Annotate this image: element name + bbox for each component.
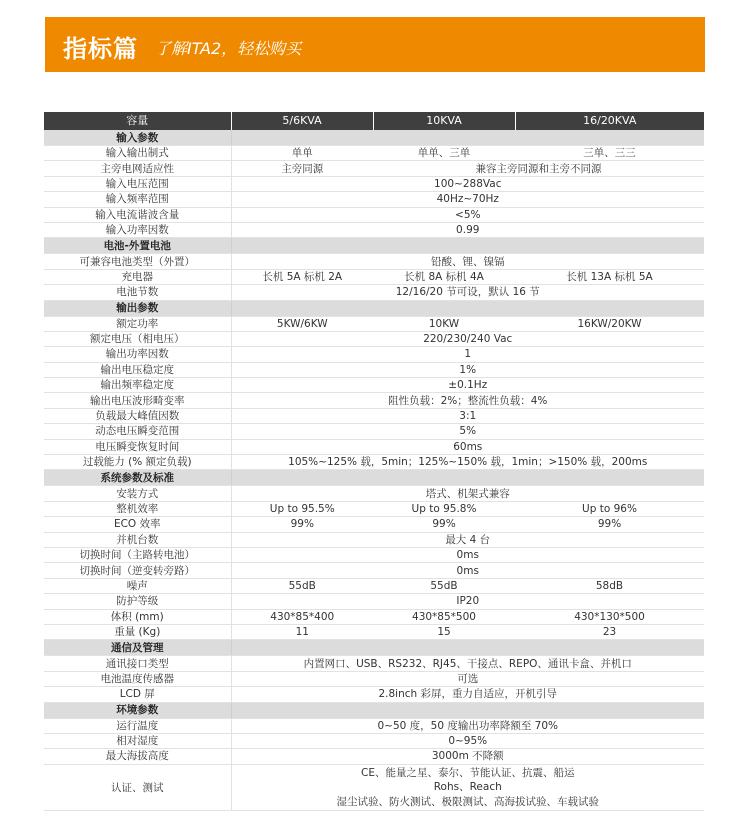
row-value: 105%~125% 载，5min；125%~150% 载，1min；>150% 载，200ms — [231, 455, 704, 470]
row-label: 输出电压波形畸变率 — [44, 393, 231, 408]
row-value: 430*85*400 — [231, 609, 373, 624]
row-value: ±0.1Hz — [231, 378, 704, 393]
row-value: 阻性负载：2%；整流性负载：4% — [231, 393, 704, 408]
table-row — [44, 594, 704, 609]
row-value: 内置网口、USB、RS232、RJ45、干接点、REPO、通讯卡盒、并机口 — [231, 656, 704, 671]
table-row — [44, 547, 704, 562]
row-label: 输入频率范围 — [44, 192, 231, 207]
table-row — [44, 269, 704, 284]
table-row — [44, 656, 704, 671]
table-row — [44, 408, 704, 423]
section-title: 系统参数及标准 — [44, 470, 231, 486]
row-label: 切换时间（逆变转旁路） — [44, 563, 231, 578]
section-header — [44, 238, 704, 254]
row-value: 0ms — [231, 563, 704, 578]
row-value: 60ms — [231, 439, 704, 454]
table-row — [44, 517, 704, 532]
row-label: 最大海拔高度 — [44, 749, 231, 764]
row-value: 单单 — [231, 146, 373, 161]
table-row — [44, 192, 704, 207]
table-row — [44, 439, 704, 454]
row-value-multiline — [231, 764, 704, 811]
row-value: 2.8inch 彩屏，重力自适应，开机引导 — [231, 687, 704, 702]
row-label: 认证、测试 — [44, 764, 231, 811]
banner-title: 指标篇 — [63, 35, 138, 63]
certification-line: CE、能量之星、泰尔、节能认证、抗震、船运 — [361, 766, 575, 779]
row-label: 通讯接口类型 — [44, 656, 231, 671]
header-10kva: 10KVA — [373, 112, 515, 130]
table-row — [44, 176, 704, 191]
row-label: 输入电流谐波含量 — [44, 207, 231, 222]
row-value: IP20 — [231, 594, 704, 609]
row-value: 兼容主旁同源和主旁不同源 — [373, 161, 704, 176]
table-row — [44, 146, 704, 161]
certification-line: 湿尘试验、防火测试、极限测试、高海拔试验、车载试验 — [336, 795, 599, 808]
section-fill — [231, 130, 704, 146]
section-fill — [231, 640, 704, 656]
row-value: 单单、三单 — [373, 146, 515, 161]
section-fill — [231, 470, 704, 486]
row-value: 10KW — [373, 316, 515, 331]
section-fill — [231, 300, 704, 316]
table-row — [44, 563, 704, 578]
table-row — [44, 362, 704, 377]
section-title: 输出参数 — [44, 300, 231, 316]
section-title: 通信及管理 — [44, 640, 231, 656]
row-value: 1 — [231, 347, 704, 362]
table-row — [44, 501, 704, 516]
row-value: 99% — [373, 517, 515, 532]
table-row — [44, 161, 704, 176]
row-value: 16KW/20KW — [515, 316, 704, 331]
row-label: 输入电压范围 — [44, 176, 231, 191]
row-value: 3000m 不降额 — [231, 749, 704, 764]
table-row — [44, 393, 704, 408]
table-row — [44, 733, 704, 748]
row-value: 三单、三三 — [515, 146, 704, 161]
spec-table-body — [44, 130, 704, 811]
row-value: 长机 5A 标机 2A — [231, 269, 373, 284]
row-value: 0.99 — [231, 222, 704, 237]
table-row — [44, 347, 704, 362]
row-label: 安装方式 — [44, 486, 231, 501]
table-row — [44, 331, 704, 346]
section-title: 输入参数 — [44, 130, 231, 146]
row-value: 58dB — [515, 578, 704, 593]
section-header — [44, 130, 704, 146]
row-value: 99% — [515, 517, 704, 532]
table-row — [44, 718, 704, 733]
row-label: 输入功率因数 — [44, 222, 231, 237]
row-label: 电池温度传感器 — [44, 671, 231, 686]
table-row — [44, 285, 704, 300]
row-value: 100~288Vac — [231, 176, 704, 191]
section-header — [44, 702, 704, 718]
section-fill — [231, 238, 704, 254]
row-value: 0~50 度，50 度输出功率降额至 70% — [231, 718, 704, 733]
row-label: 额定功率 — [44, 316, 231, 331]
table-row — [44, 609, 704, 624]
row-label: 相对湿度 — [44, 733, 231, 748]
row-label: 整机效率 — [44, 501, 231, 516]
table-row — [44, 486, 704, 501]
row-value: 可选 — [231, 671, 704, 686]
row-value: 23 — [515, 624, 704, 639]
section-title: 环境参数 — [44, 702, 231, 718]
header-5-6kva: 5/6KVA — [231, 112, 373, 130]
row-value: Up to 95.5% — [231, 501, 373, 516]
row-value: 长机 13A 标机 5A — [515, 269, 704, 284]
table-row — [44, 532, 704, 547]
table-row — [44, 207, 704, 222]
table-row — [44, 624, 704, 639]
row-label: 输出电压稳定度 — [44, 362, 231, 377]
row-value: 220/230/240 Vac — [231, 331, 704, 346]
row-value: 55dB — [373, 578, 515, 593]
section-fill — [231, 702, 704, 718]
row-label: 动态电压瞬变范围 — [44, 424, 231, 439]
table-row — [44, 222, 704, 237]
row-label: 电池节数 — [44, 285, 231, 300]
row-label: LCD 屏 — [44, 687, 231, 702]
row-value: 5KW/6KW — [231, 316, 373, 331]
row-value: Up to 96% — [515, 501, 704, 516]
row-label: 可兼容电池类型（外置） — [44, 254, 231, 269]
table-row — [44, 455, 704, 470]
row-value: 最大 4 台 — [231, 532, 704, 547]
row-value: 99% — [231, 517, 373, 532]
row-label: 输入输出制式 — [44, 146, 231, 161]
table-row — [44, 687, 704, 702]
row-label: 切换时间（主路转电池） — [44, 547, 231, 562]
row-label: 体积 (mm) — [44, 609, 231, 624]
table-row — [44, 424, 704, 439]
row-label: 噪声 — [44, 578, 231, 593]
row-value: 11 — [231, 624, 373, 639]
section-title: 电池-外置电池 — [44, 238, 231, 254]
table-row — [44, 749, 704, 764]
table-row — [44, 578, 704, 593]
row-label: 过载能力 (% 额定负载) — [44, 455, 231, 470]
row-value: 15 — [373, 624, 515, 639]
section-header — [44, 300, 704, 316]
row-label: 输出功率因数 — [44, 347, 231, 362]
row-label: 重量 (Kg) — [44, 624, 231, 639]
row-value: 塔式、机架式兼容 — [231, 486, 704, 501]
row-label: ECO 效率 — [44, 517, 231, 532]
table-row — [44, 316, 704, 331]
banner-subtitle: 了解ITA2，轻松购买 — [155, 39, 302, 58]
row-value: 主旁同源 — [231, 161, 373, 176]
row-label: 输出频率稳定度 — [44, 378, 231, 393]
row-label: 并机台数 — [44, 532, 231, 547]
row-value: 55dB — [231, 578, 373, 593]
row-value: 0~95% — [231, 733, 704, 748]
row-label: 额定电压（相电压） — [44, 331, 231, 346]
row-value: 长机 8A 标机 4A — [373, 269, 515, 284]
table-row — [44, 671, 704, 686]
table-row — [44, 254, 704, 269]
row-label: 防护等级 — [44, 594, 231, 609]
row-value: 1% — [231, 362, 704, 377]
section-header — [44, 470, 704, 486]
header-capacity: 容量 — [44, 112, 231, 130]
row-value: 430*85*500 — [373, 609, 515, 624]
table-row — [44, 764, 704, 811]
row-value: 430*130*500 — [515, 609, 704, 624]
row-value: 铅酸、锂、镍镉 — [231, 254, 704, 269]
spec-table-header — [44, 112, 704, 130]
row-label: 负载最大峰值因数 — [44, 408, 231, 423]
certification-line: Rohs、Reach — [433, 781, 502, 794]
row-label: 充电器 — [44, 269, 231, 284]
table-row — [44, 378, 704, 393]
row-value: 5% — [231, 424, 704, 439]
row-value: 3:1 — [231, 408, 704, 423]
section-header — [44, 640, 704, 656]
header-16-20kva: 16/20KVA — [515, 112, 704, 130]
row-label: 电压瞬变恢复时间 — [44, 439, 231, 454]
row-value: 40Hz~70Hz — [231, 192, 704, 207]
row-label: 运行温度 — [44, 718, 231, 733]
row-label: 主旁电网适应性 — [44, 161, 231, 176]
row-value: 12/16/20 节可设，默认 16 节 — [231, 285, 704, 300]
header-banner — [45, 17, 705, 72]
spec-table — [44, 112, 704, 811]
row-value: Up to 95.8% — [373, 501, 515, 516]
row-value: 0ms — [231, 547, 704, 562]
row-value: <5% — [231, 207, 704, 222]
